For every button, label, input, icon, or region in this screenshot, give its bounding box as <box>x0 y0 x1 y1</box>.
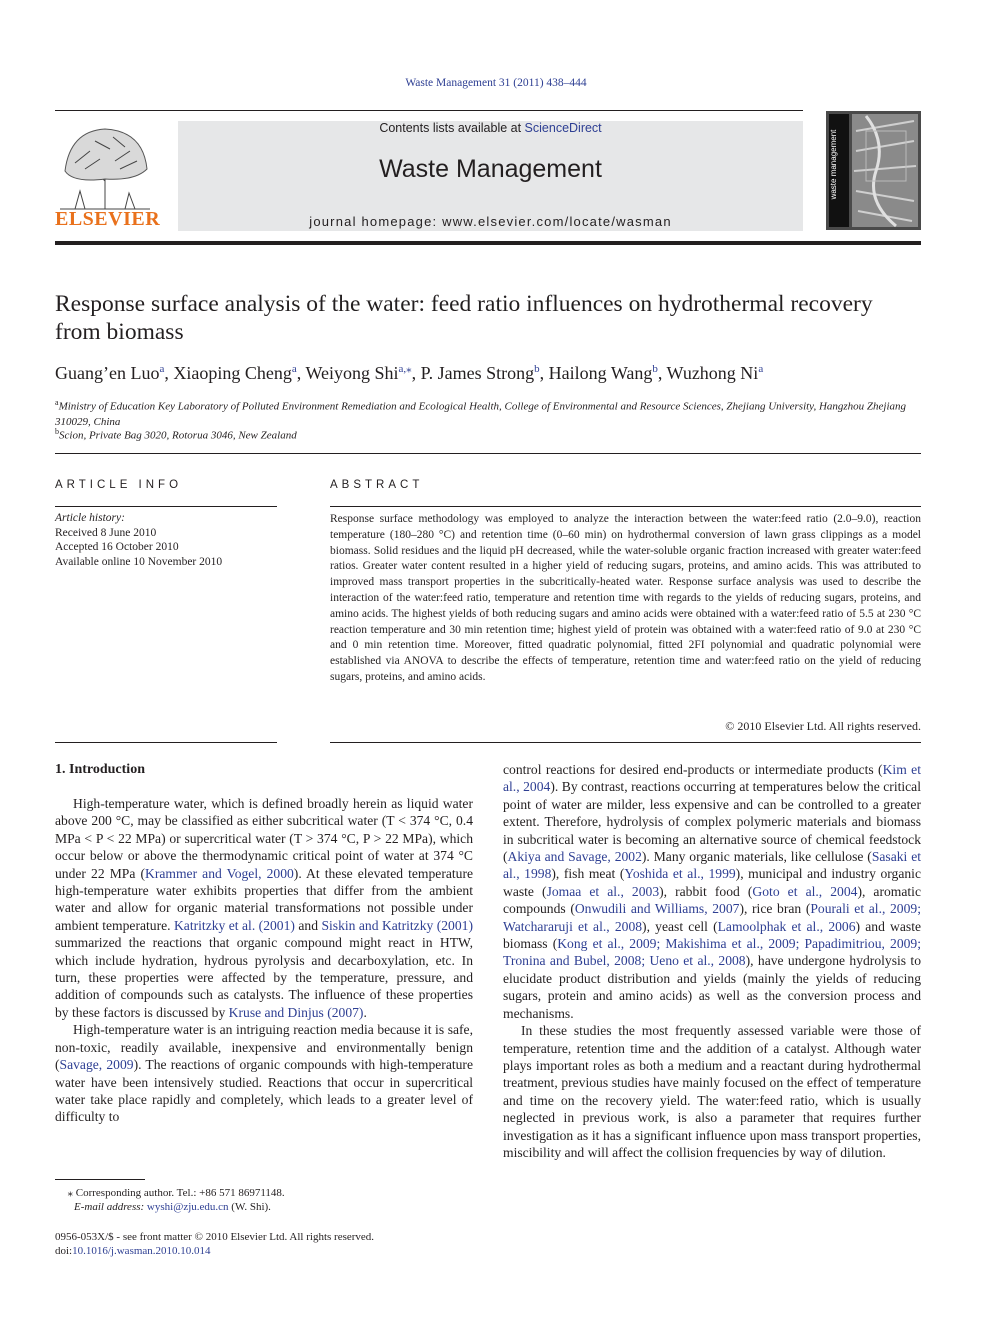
citation-link[interactable]: Goto et al., 2004 <box>752 883 858 899</box>
journal-homepage[interactable]: journal homepage: www.elsevier.com/locate/wasman <box>309 214 672 229</box>
citation-link[interactable]: Krammer and Vogel, 2000 <box>145 865 294 881</box>
citation-link[interactable]: Kruse and Dinjus (2007) <box>228 1004 364 1020</box>
body-text: summarized the reactions that organic compound might react in HTW, which include hydration, hydrous pyrolysis and decarboxylation, etc. In turn, these properties were affected by the temperature, pressure, and addition of compounds such as catalysts. The influence of these properties by these factors is discussed by <box>55 935 473 1020</box>
article-info-bottom-rule <box>55 742 277 743</box>
citation-link[interactable]: Pourali et al., 2009; Watchararuji et al., 2008 <box>503 901 921 934</box>
paragraph <box>55 1021 473 1125</box>
body-text: ), aromatic compounds ( <box>503 883 921 917</box>
affiliation-text: Scion, Private Bag 3020, Rotorua 3046, New Zealand <box>59 429 297 442</box>
body-text: ), municipal and industry organic waste ( <box>503 866 921 899</box>
elsevier-wordmark: ELSEVIER <box>55 208 161 230</box>
author-name[interactable]: P. James Strong <box>420 363 535 383</box>
affiliation-b <box>55 424 921 444</box>
front-matter: 0956-053X/$ - see front matter © 2010 Elsevier Ltd. All rights reserved. <box>55 1231 375 1243</box>
article-title: Response surface analysis of the water: feed ratio influences on hydrothermal recovery from biomass <box>55 291 873 345</box>
footnote-corresponding <box>55 1186 285 1200</box>
sciencedirect-link[interactable]: ScienceDirect <box>524 121 602 135</box>
accepted-date: Accepted 16 October 2010 <box>55 541 179 553</box>
body-text: ), fish meat ( <box>551 866 625 882</box>
affiliation-mark: b <box>55 427 59 436</box>
section-heading-introduction: 1. Introduction <box>55 762 145 777</box>
contents-line <box>178 121 803 135</box>
received-date: Received 8 June 2010 <box>55 526 157 539</box>
citation-link[interactable]: Katritzky et al. (2001) <box>173 917 295 933</box>
citation-link[interactable]: Siskin and Katritzky (2001) <box>321 917 473 933</box>
author-affiliation-mark[interactable]: a <box>758 363 764 375</box>
body-column-left <box>55 795 473 1126</box>
author-name[interactable]: Xiaoping Cheng <box>173 363 292 383</box>
cover-title: waste management <box>829 129 838 200</box>
header-thick-rule <box>55 241 921 245</box>
elsevier-logo[interactable] <box>55 121 161 231</box>
affiliation-text: Ministry of Education Key Laboratory of Polluted Environment Remediation and Ecological Health, College of Environmental and Resource Sciences, Zhejiang University, Hangzhou Zhejiang 310029, China <box>55 400 907 428</box>
email-label: E-mail address: <box>74 1201 147 1213</box>
article-info-rule <box>55 506 277 507</box>
affiliation-rule <box>55 453 921 454</box>
cover-art-icon <box>826 111 921 230</box>
body-text: ), yeast cell ( <box>642 918 718 934</box>
body-text: ), have undergone hydrolysis to elucidate product distribution and yields (mainly the yields of reducing sugars, protein and amino acids) as well as the conversion process and mechanisms. <box>503 953 921 1021</box>
footnote-email <box>74 1200 271 1214</box>
article-info-heading: ARTICLE INFO <box>55 479 183 491</box>
author-name[interactable]: Guang’en Luo <box>55 363 160 383</box>
doi-link[interactable]: 10.1016/j.wasman.2010.10.014 <box>72 1245 211 1257</box>
abstract-rule <box>330 506 921 507</box>
body-text: ), rice bran ( <box>739 901 811 917</box>
author-affiliation-mark[interactable]: b <box>652 363 658 375</box>
citation-link[interactable]: Akiya and Savage, 2002 <box>507 849 642 865</box>
citation-link[interactable]: Onwudili and Williams, 2007 <box>574 901 740 917</box>
journal-name: Waste Management <box>379 155 602 183</box>
affiliation-mark: a <box>55 398 59 407</box>
contents-prefix: Contents lists available at <box>379 121 525 135</box>
author-name[interactable]: Wuzhong Ni <box>666 363 759 383</box>
citation-link[interactable]: Jomaa et al., 2003 <box>546 883 660 899</box>
abstract-copyright: © 2010 Elsevier Ltd. All rights reserved. <box>725 719 921 733</box>
journal-citation[interactable]: Waste Management 31 (2011) 438–444 <box>405 77 587 89</box>
body-text: In these studies the most frequently assessed variable were those of temperature, retention time and the addition of a catalyst. Although water plays important roles as both a medium and a reactant during hydrothermal treatment, previous studies have mainly focused on the effect of temperature and time on the recovery yield. The water:feed ratio, which is usually neglected in previous work, is also a parameter that requires further investigation as it has a significant influence upon mass transport properties, miscibility and will affect the collision frequencies by way of dilution. <box>503 1023 921 1160</box>
article-history <box>55 511 277 569</box>
author-affiliation-mark[interactable]: a <box>159 363 165 375</box>
body-text: ). Many organic materials, like cellulose ( <box>641 849 872 865</box>
abstract-heading: ABSTRACT <box>330 479 424 491</box>
author-affiliation-mark[interactable]: a <box>291 363 297 375</box>
doi-label: doi: <box>55 1245 73 1257</box>
body-text: High-temperature water, which is defined broadly herein as liquid water above 200 °C, may be classified as either subcritical water (T < 374 °C, 0.4 MPa < P < 22 MPa) or supercritical water (T > 374 °C, P > 22 MPa), which occur below or above the thermodynamic critical point of water at 374 °C under 22 MPa ( <box>55 796 473 881</box>
elsevier-tree-icon <box>55 121 155 211</box>
author-name[interactable]: Weiyong Shi <box>305 363 399 383</box>
body-text: ). At these elevated temperature high-temperature water exhibits properties that differ from the ambient water and allow for organic material transformations not possible under ambient temperature. <box>55 865 474 933</box>
footnote-asterisk: ⁎ <box>67 1187 73 1199</box>
header-rule <box>55 110 803 111</box>
paragraph <box>55 795 473 1021</box>
body-text: ), rabbit food ( <box>659 883 753 899</box>
body-text: ). By contrast, reactions occurring at temperatures below the critical point of water are milder, less expensive and can be controlled to a greater extent. Therefore, hydrolysis of complex polymeric materials and biomass in subcritical water is becoming an alternative source of chemical feedstock ( <box>503 779 921 865</box>
paragraph <box>503 1022 921 1161</box>
abstract-text: Response surface methodology was employed to analyze the interaction between the water:feed ratio (2.0–9.0), reaction temperature (180–280 °C) and retention time (0–60 min) on hydrothermal conversion of lawn grass clippings as a model biomass. Solid residues and the liquid pH decreased, while the water-soluble organic fraction increased with greater water:feed ratios. Greater water content resulted in a higher yield of reducing sugars, proteins, and amino acids. This was attributed to improved mass transport properties in the subcritically-heated water. Response surface analysis was used to describe the interaction of the water:feed ratio, temperature and retention time with regards to the yields of reducing sugars, proteins, and amino acids. The highest yields of both reducing sugars and amino acids were obtained with a water:feed ratio of 5.5 at 230 °C reaction temperature and 30 min retention time; highest yield of protein was obtained with a water:feed ratio of 9.0 at 230 °C and 0 min retention time. Moreover, fitted quadratic polynomial, fitted 2FI polynomial and quadratic polynomial were established via ANOVA to describe the effects of temperature, retention time and water:feed ratio on the yield of reducing sugars, proteins, and amino acids. <box>330 513 921 683</box>
email-suffix: (W. Shi). <box>228 1201 271 1213</box>
doi-line <box>55 1244 211 1258</box>
citation-link[interactable]: Kong et al., 2009; Makishima et al., 2009; Papadimitriou, 2009; Tronina and Bubel, 2008; Ueno et al., 2008 <box>503 936 922 969</box>
author-affiliation-mark[interactable]: b <box>534 363 540 375</box>
body-column-right <box>503 761 921 1161</box>
body-text: High-temperature water is an intriguing reaction media because it is safe, non-toxic, readily available, inexpensive and environmentally benign ( <box>55 1022 473 1073</box>
body-text: . <box>363 1004 367 1020</box>
paragraph <box>503 761 921 1022</box>
journal-cover-image[interactable] <box>826 111 921 230</box>
body-text: ). The reactions of organic compounds with high-temperature water have been intensively studied. Reactions that occur in supercritical water take place rapidly and completely, which leads to a greater level of difficulty to <box>55 1057 473 1125</box>
author-name[interactable]: Hailong Wang <box>548 363 653 383</box>
body-text: ) and waste biomass ( <box>503 918 922 952</box>
email-link[interactable]: wyshi@zju.edu.cn <box>146 1201 229 1213</box>
citation-link[interactable]: Sasaki et al., 1998 <box>503 849 921 882</box>
online-date: Available online 10 November 2010 <box>55 555 223 568</box>
author-list: Guang’en Luo$^a$, Xiaoping Cheng$^a$, Weiyong Shi$^{a,⁎}$, P. James Strong$^b$, Hailong Wang$^b$, Wuzhong Ni$^a$ <box>55 363 764 383</box>
body-text: control reactions for desired end-products or intermediate products ( <box>503 762 883 777</box>
journal-banner <box>178 121 803 231</box>
abstract-bottom-rule <box>330 742 921 743</box>
footnote-rule <box>55 1179 145 1180</box>
citation-link[interactable]: Lamoolphak et al., 2006 <box>717 918 856 934</box>
history-label: Article history: <box>55 512 125 524</box>
citation-link[interactable]: Savage, 2009 <box>59 1057 134 1073</box>
citation-link[interactable]: Yoshida et al., 1999 <box>624 866 736 882</box>
body-text: and <box>294 917 322 933</box>
author-affiliation-mark[interactable]: a,⁎ <box>398 363 412 375</box>
citation-link[interactable]: Kim et al., 2004 <box>503 762 921 795</box>
corresponding-author-text: Corresponding author. Tel.: +86 571 86971148. <box>75 1187 285 1199</box>
